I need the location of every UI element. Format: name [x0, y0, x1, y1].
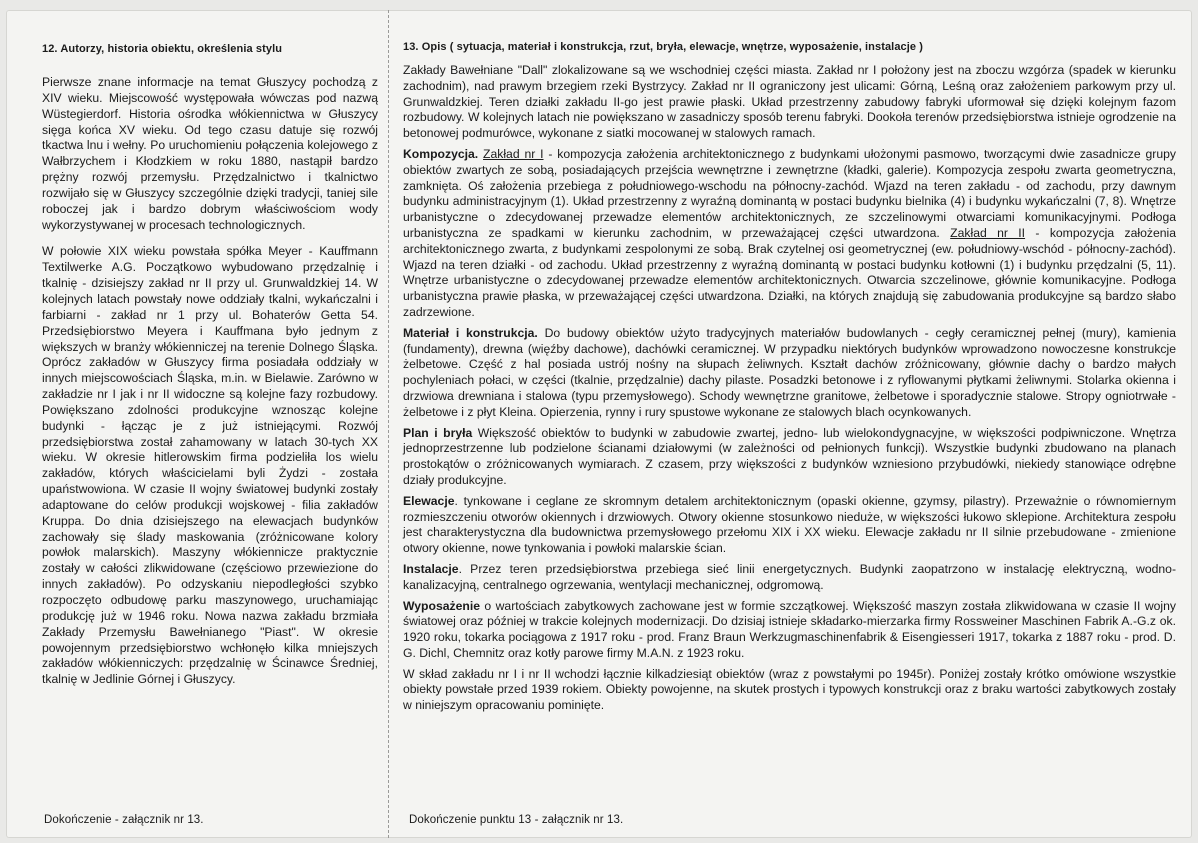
history-paragraph-2: W połowie XIX wieku powstała spółka Meyer - Kauffmann Textilwerke A.G. Początkowo wybudowano przędzalnię i tkalnię - dzisiejszy zakład nr II przy ul. Grunwaldzkiej 14. W kolejnych latach powstały nowe oddziały tkalni, wykańczalni i farbiarni - zakład nr 1 przy ul. Bohaterów Getta 54. Przedsiębiorstwo Meyera i Kauffmana było jednym z większych w branży włókienniczej na terenie Dolnego Śląska. Oprócz zakładów w Głuszycy firma posiadała oddziały w innych miejscowościach Śląska, m.in. w Bielawie. Zarówno w zakładzie nr I jak i nr II widoczne są kolejne fazy rozbudowy. Powiększano zdolności produkcyjne wznosząc kolejne budynki - łącząc je z już istniejącymi. Rozwój przedsiębiorstwa został zahamowany w latach 30-tych XX wieku. W okresie hitlerowskim firma podzieliła los wielu zakładów, których właścicielami byli Żydzi - została upaństwowiona. W czasie II wojny światowej budynki zostały adaptowane do celów produkcji wojskowej - filia zakładów Kruppa. Do dnia dzisiejszego na elewacjach budynków zachowały się ślady maskowania (zróżnicowane kolory powłok malarskich). Maszyny włókiennicze praktycznie zostały w całości zlikwidowane (częściowo przewiezione do innych zakładów). Po odzyskaniu niepodległości szybko rozpoczęto odbudowę parku maszynowego, uruchamiając produkcję już w 1946 roku. Nowa nazwa zakładu brzmiała Zakłady Przemysłu Bawełnianego "Piast". W okresie powojennym przedsiębiorstwo wchłonęło kilka mniejszych zakładów włókienniczych: przędzalnię w Ścinawce Średniej, tkalnię w Jedlinie Górnej i Głuszycy.: [42, 244, 378, 687]
section-13-column: [388, 10, 1192, 838]
plant-1-label: Zakład nr I: [483, 146, 544, 161]
plan-paragraph: [403, 426, 1176, 489]
plant-1-text: - kompozycja założenia architektonicznego z budynkami ułożonymi pasmowo, tworzącymi dwie zasadnicze grupy obiektów zwartych ze sobą, posiadających przejścia wewnętrzne i zewnętrzne (kładki, galerie). Kompozycja zespołu zwarta geometryczna, zamknięta. Oś założenia przebiega z południowego-wschodu na północny-zachód. Wjazd na teren zakładu - od zachodu, przy dawnym budynku administracyjnym (1). Układ przestrzenny z wyraźną dominantą w postaci budynku bielnika (4) i budynku wykańczalni (7, 8). Wnętrze urbanistyczne o zdecydowanej przewadze elementów architektonicznych, ze szczelinowymi otwarciami komunikacyjnymi. Podłoga urbanistyczna ze spadkami w kierunku zachodnim, w przeważającej części utwardzona.: [403, 146, 1176, 240]
closing-paragraph: W skład zakładu nr I i nr II wchodzi łącznie kilkadziesiąt obiektów (wraz z powstałymi po 1945r). Poniżej zostały krótko omówione wszystkie obiekty powstałe przed 1939 rokiem. Obiekty powojenne, na skutek prostych i typowych konstrukcji oraz z braku wartości zabytkowych zostały w niniejszym opracowaniu pominięte.: [403, 666, 1176, 713]
elevations-text: . tynkowane i ceglane ze skromnym detalem architektonicznym (opaski okienne, gzymsy, pilastry). Przeważnie o równomiernym rozmieszczeniu otworów okiennych i drzwiowych. Otwory okienne stosunkowo nieduże, w większości łukowo sklepione. Architektura zespołu jest charakterystyczna dla budownictwa przemysłowego przełomu XIX i XX wieku. Elewacje zakładu nr II silnie przebudowane - zmienione otwory okienne, nowe tynkowania i powłoki malarskie ścian.: [403, 493, 1176, 556]
installations-text: . Przez teren przedsiębiorstwa przebiega sieć linii energetycznych. Budynki zaopatrzono w instalację elektryczną, wodno-kanalizacyjną, centralnego ogrzewania, wentylacji mechanicznej, odgromową.: [403, 561, 1176, 592]
section-13-title: 13. Opis ( sytuacja, materiał i konstrukcja, rzut, bryła, elewacje, wnętrze, wyposażenie, instalacje ): [403, 41, 924, 53]
elevations-paragraph: [403, 494, 1176, 557]
composition-paragraph: [403, 147, 1176, 321]
history-paragraph-1: Pierwsze znane informacje na temat Głuszycy pochodzą z XIV wieku. Miejscowość występowała wówczas pod nazwą Wüstegierdorf. Historia ośrodka włókiennictwa w Głuszycy sięga końca XV wieku. Od tego czasu datuje się rozwój tkactwa lnu i wełny. Po uruchomieniu połączenia kolejowego z Wałbrzychem i Kłodzkiem w roku 1880, nastąpił bardzo prężny rozwój przemysłu. Przędzalnictwo i tkalnictwo rozwijało się w Głuszycy szczególnie dzięki tradycji, taniej sile roboczej jak i bardzo dobrym właściwościom wody wykorzystywanej w procesach technologicznych.: [42, 75, 378, 232]
material-text: Do budowy obiektów użyto tradycyjnych materiałów budowlanych - cegły ceramicznej pełnej (mury), kamienia (fundamenty), drewna (więźby dachowe), dachówki ceramicznej. W przypadku niektórych budynków wprowadzono nowoczesne konstrukcje żelbetowe. Część z hal posiada ustrój nośny na słupach żeliwnych. Kształt dachów zróżnicowany, głównie dachy o bardzo małych pochyleniach połaci, w części (tkalnie, przędzalnie) dachy pilaste. Posadzki betonowe i z ryflowanymi płytkami żeliwnymi. Stolarka okienna i drzwiowa drewniana i stalowa (typu przemysłowego). Schody wewnętrzne granitowe, żelbetowe i sporadycznie stalowe. Stropy ogniotrwałe - żelbetowe i z płyt Kleina. Opierzenia, rynny i rury spustowe wykonane ze stalowych blach ocynkowanych.: [403, 325, 1176, 419]
section-12-title: 12. Autorzy, historia obiektu, określenia stylu: [42, 43, 283, 55]
plant-2-label: Zakład nr II: [950, 225, 1026, 240]
installations-paragraph: [403, 562, 1176, 594]
elevations-label: Elewacje: [403, 493, 455, 508]
plant-2-text: - kompozycja założenia architektonicznego zwarta, z budynkami zespolonymi ze sobą. Brak czytelnej osi geometrycznej (ew. południowy-wschód - północny-zachód). Wjazd na teren działki - od zachodu. Układ przestrzenny z wyraźną dominantą w postaci budynku kotłowni (1) i budynku przędzalni (5, 11). Wnętrze urbanistyczne o zdecydowanej przewadze elementów architektonicznych. Otwarcia szczelinowe, głównie komunikacyjne. Podłoga urbanistyczna prawie płaska, w przeważającej części utwardzona. Działki, na których znajdują się zabudowania produkcyjne są bardzo słabo zadrzewione.: [403, 225, 1177, 319]
section-13-footer: Dokończenie punktu 13 - załącznik nr 13.: [409, 814, 624, 826]
section-12-footer: Dokończenie - załącznik nr 13.: [44, 814, 204, 826]
composition-label: Kompozycja.: [403, 146, 479, 161]
installations-label: Instalacje: [403, 561, 459, 576]
equipment-text: o wartościach zabytkowych zachowane jest w formie szczątkowej. Większość maszyn została zlikwidowana w czasie II wojny światowej oraz później w trakcie kolejnych modernizacji. Do dzisiaj istnieje składarko-mierzarka firmy Rossweiner Maschinen Fabrik A.-G.z ok. 1920 roku, tokarka pociągowa z 1917 roku - prod. Franz Braun Werkzugmaschinenfabrik & Eisengiesseri 1917, tokarka z 1887 roku - prod. D. G. Dichl, Chemnitz oraz kotły parowe firmy M.A.N. z 1923 roku.: [403, 598, 1176, 660]
material-label: Materiał i konstrukcja.: [403, 325, 538, 340]
plan-text: Większość obiektów to budynki w zabudowie zwartej, jedno- lub wielokondygnacyjne, w większości podpiwniczone. Wnętrza jednoprzestrzenne lub podzielone ścianami działowymi (w zależności od pełnionych funkcji). Wszystkie budynki zbudowano na planach prostokątów o zróżnicowanych wymiarach. Z czasem, przy większości z budynków wzniesiono przybudówki, niekiedy stanowiące odrębne działy produkcyjne.: [403, 425, 1176, 487]
plan-label: Plan i bryła: [403, 425, 473, 440]
document-sheet: [6, 10, 1192, 838]
equipment-label: Wyposażenie: [403, 598, 480, 613]
equipment-paragraph: [403, 599, 1176, 662]
location-paragraph: Zakłady Bawełniane "Dall" zlokalizowane są we wschodniej części miasta. Zakład nr I położony jest na zboczu wzgórza (spadek w kierunku zachodnim), nad prawym brzegiem rzeki Bystrzycy. Zakład nr II ograniczony jest ulicami: Górną, Leśną oraz założeniem parkowym przy ul. Grunwaldzkiej. Teren działki zakładu II-go jest prawie płaski. Układ przestrzenny zabudowy fabryki uformował się dzięki kolejnym fazom rozbudowy. W kolejnych latach nie powiększano w zasadniczy sposób terenu fabryki. Dookoła terenów przedsiębiorstwa istnieje ogrodzenie na betonowej podmurówce, wykonane z siatki mocowanej w stalowych ramach.: [403, 63, 1176, 141]
material-paragraph: [403, 326, 1176, 421]
section-12-column: [6, 10, 388, 838]
